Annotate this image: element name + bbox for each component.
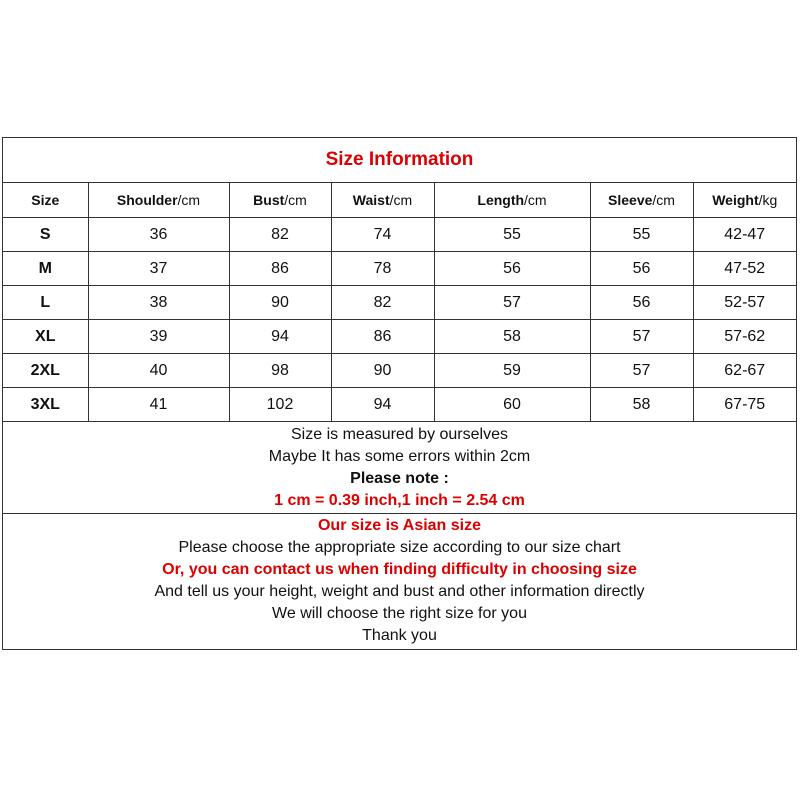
table-cell: 82 [229, 218, 331, 252]
table-cell: 37 [88, 252, 229, 286]
column-header-sleeve: Sleeve/cm [590, 183, 693, 218]
asian-size-note: Our size is Asian size [317, 517, 482, 534]
table-cell: 60 [434, 388, 590, 422]
table-cell: 55 [590, 218, 693, 252]
table-cell: 82 [331, 286, 434, 320]
size-cell: 3XL [3, 388, 88, 422]
thank-you-note: Thank you [362, 627, 437, 644]
size-cell: XL [3, 320, 88, 354]
table-row [3, 354, 796, 388]
table-cell: 98 [229, 354, 331, 388]
column-header-weight: Weight/kg [693, 183, 796, 218]
table-row [3, 320, 796, 354]
size-cell: L [3, 286, 88, 320]
size-cell: 2XL [3, 354, 88, 388]
note-line: Please choose the appropriate size according to our size chart [178, 539, 621, 556]
note-line: We will choose the right size for you [272, 605, 527, 622]
column-header-size: Size [3, 183, 88, 218]
note-line: Maybe It has some errors within 2cm [268, 448, 531, 465]
table-cell: 40 [88, 354, 229, 388]
table-cell: 52-57 [693, 286, 796, 320]
size-chart [2, 137, 797, 650]
table-cell: 39 [88, 320, 229, 354]
column-header-bust: Bust/cm [229, 183, 331, 218]
table-cell: 56 [590, 252, 693, 286]
table-cell: 42-47 [693, 218, 796, 252]
table-cell: 57 [434, 286, 590, 320]
table-cell: 55 [434, 218, 590, 252]
table-cell: 47-52 [693, 252, 796, 286]
table-header-row [3, 183, 796, 218]
table-cell: 102 [229, 388, 331, 422]
table-cell: 57-62 [693, 320, 796, 354]
note-line: Size is measured by ourselves [291, 426, 508, 443]
size-advice-notes [3, 514, 796, 649]
table-cell: 94 [331, 388, 434, 422]
column-header-shoulder: Shoulder/cm [88, 183, 229, 218]
table-cell: 78 [331, 252, 434, 286]
unit-conversion-note: 1 cm = 0.39 inch,1 inch = 2.54 cm [274, 492, 525, 509]
table-cell: 58 [434, 320, 590, 354]
column-header-length: Length/cm [434, 183, 590, 218]
measurement-notes [3, 422, 796, 514]
table-cell: 74 [331, 218, 434, 252]
table-cell: 58 [590, 388, 693, 422]
table-cell: 36 [88, 218, 229, 252]
table-cell: 57 [590, 320, 693, 354]
size-cell: M [3, 252, 88, 286]
table-cell: 57 [590, 354, 693, 388]
table-cell: 94 [229, 320, 331, 354]
table-row [3, 252, 796, 286]
contact-note: Or, you can contact us when finding difficulty in choosing size [162, 561, 637, 578]
please-note-heading: Please note : [350, 470, 449, 487]
table-cell: 56 [590, 286, 693, 320]
table-cell: 38 [88, 286, 229, 320]
table-cell: 59 [434, 354, 590, 388]
column-header-waist: Waist/cm [331, 183, 434, 218]
table-row [3, 286, 796, 320]
table-cell: 62-67 [693, 354, 796, 388]
note-line: And tell us your height, weight and bust and other information directly [154, 583, 645, 600]
table-cell: 67-75 [693, 388, 796, 422]
size-cell: S [3, 218, 88, 252]
size-chart-title: Size Information [325, 149, 474, 170]
table-row [3, 388, 796, 422]
title-row [3, 138, 796, 183]
table-cell: 90 [331, 354, 434, 388]
table-cell: 41 [88, 388, 229, 422]
table-row [3, 218, 796, 252]
table-cell: 86 [331, 320, 434, 354]
table-cell: 90 [229, 286, 331, 320]
size-table [3, 183, 796, 422]
table-cell: 56 [434, 252, 590, 286]
table-cell: 86 [229, 252, 331, 286]
